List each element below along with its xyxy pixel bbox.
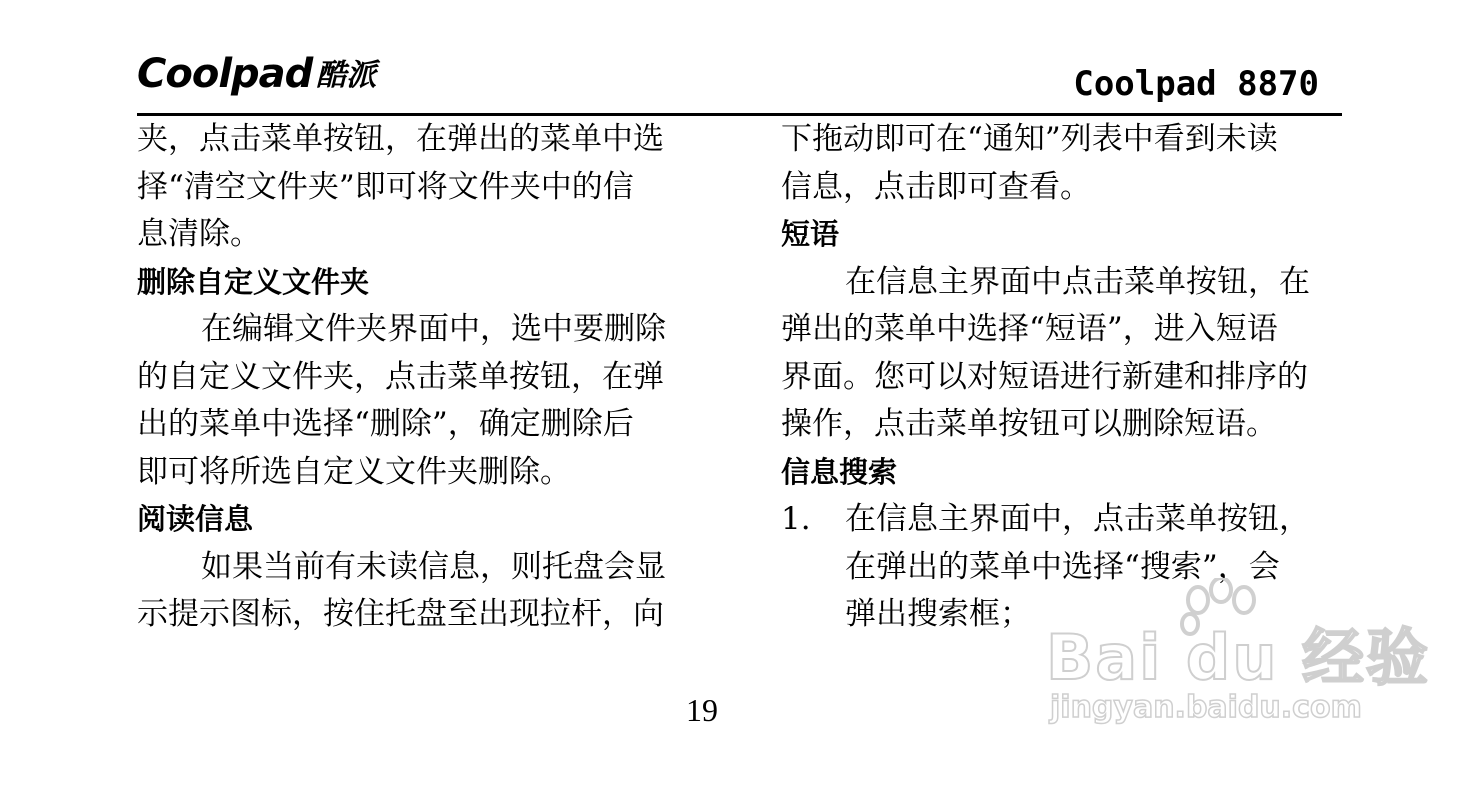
- paragraph-delete-folder: [137, 306, 697, 496]
- text-line: 在信息主界面中，点击菜单按钮，: [845, 501, 1310, 537]
- text-line: 在弹出的菜单中选择“搜索”，会: [845, 548, 1280, 585]
- text-line: 弹出的菜单中选择“短语”，进入短语: [781, 311, 1278, 347]
- text-line: 操作，点击菜单按钮可以删除短语。: [781, 406, 1277, 442]
- text-line: 夹，点击菜单按钮，在弹出的菜单中选: [137, 121, 664, 157]
- coolpad-logo: [137, 52, 376, 96]
- section-heading-message-search: 信息搜索: [781, 454, 898, 489]
- text-line: 的自定义文件夹，点击菜单按钮，在弹: [137, 358, 664, 395]
- text-line: 如果当前有未读信息，则托盘会显: [201, 548, 666, 585]
- text-line: 在信息主界面中点击菜单按钮，在: [845, 263, 1310, 300]
- text-line: 出的菜单中选择“删除”，确定删除后: [137, 406, 634, 442]
- page-number: 19: [686, 692, 718, 728]
- watermark-url: jingyan.baidu.com: [1050, 690, 1362, 725]
- paragraph-clear-folder: [137, 116, 697, 259]
- text-line: 下拖动即可在“通知”列表中看到未读: [781, 121, 1278, 157]
- section-heading-delete-folder: 删除自定义文件夹: [137, 264, 370, 299]
- text-line: 信息，点击即可查看。: [781, 168, 1091, 205]
- logo-text-en: Coolpad: [137, 51, 313, 97]
- watermark-brand: Bai du 经验: [1046, 621, 1431, 694]
- text-line: 息清除。: [137, 216, 261, 252]
- paragraph-read-message: [137, 544, 697, 639]
- text-line: 界面。您可以对短语进行新建和排序的: [781, 358, 1308, 395]
- model-title: Coolpad 8870: [1073, 64, 1319, 104]
- list-item-number: 1.: [781, 501, 811, 537]
- left-column: [137, 116, 697, 639]
- text-line: 弹出搜索框；: [845, 596, 1031, 632]
- right-column: [781, 116, 1341, 639]
- text-line: 在编辑文件夹界面中，选中要删除: [201, 311, 666, 347]
- baidu-watermark: [1046, 578, 1431, 738]
- text-line: 示提示图标，按住托盘至出现拉杆，向: [137, 596, 664, 632]
- paragraph-read-message-cont: [781, 116, 1341, 211]
- text-line: 即可将所选自定义文件夹删除。: [137, 453, 571, 490]
- section-heading-phrases: 短语: [781, 217, 840, 251]
- text-line: 择“清空文件夹”即可将文件夹中的信: [137, 168, 634, 205]
- logo-text-cn: 酷派: [316, 58, 377, 93]
- section-heading-read-message: 阅读信息: [137, 502, 254, 536]
- paragraph-phrases: [781, 259, 1341, 449]
